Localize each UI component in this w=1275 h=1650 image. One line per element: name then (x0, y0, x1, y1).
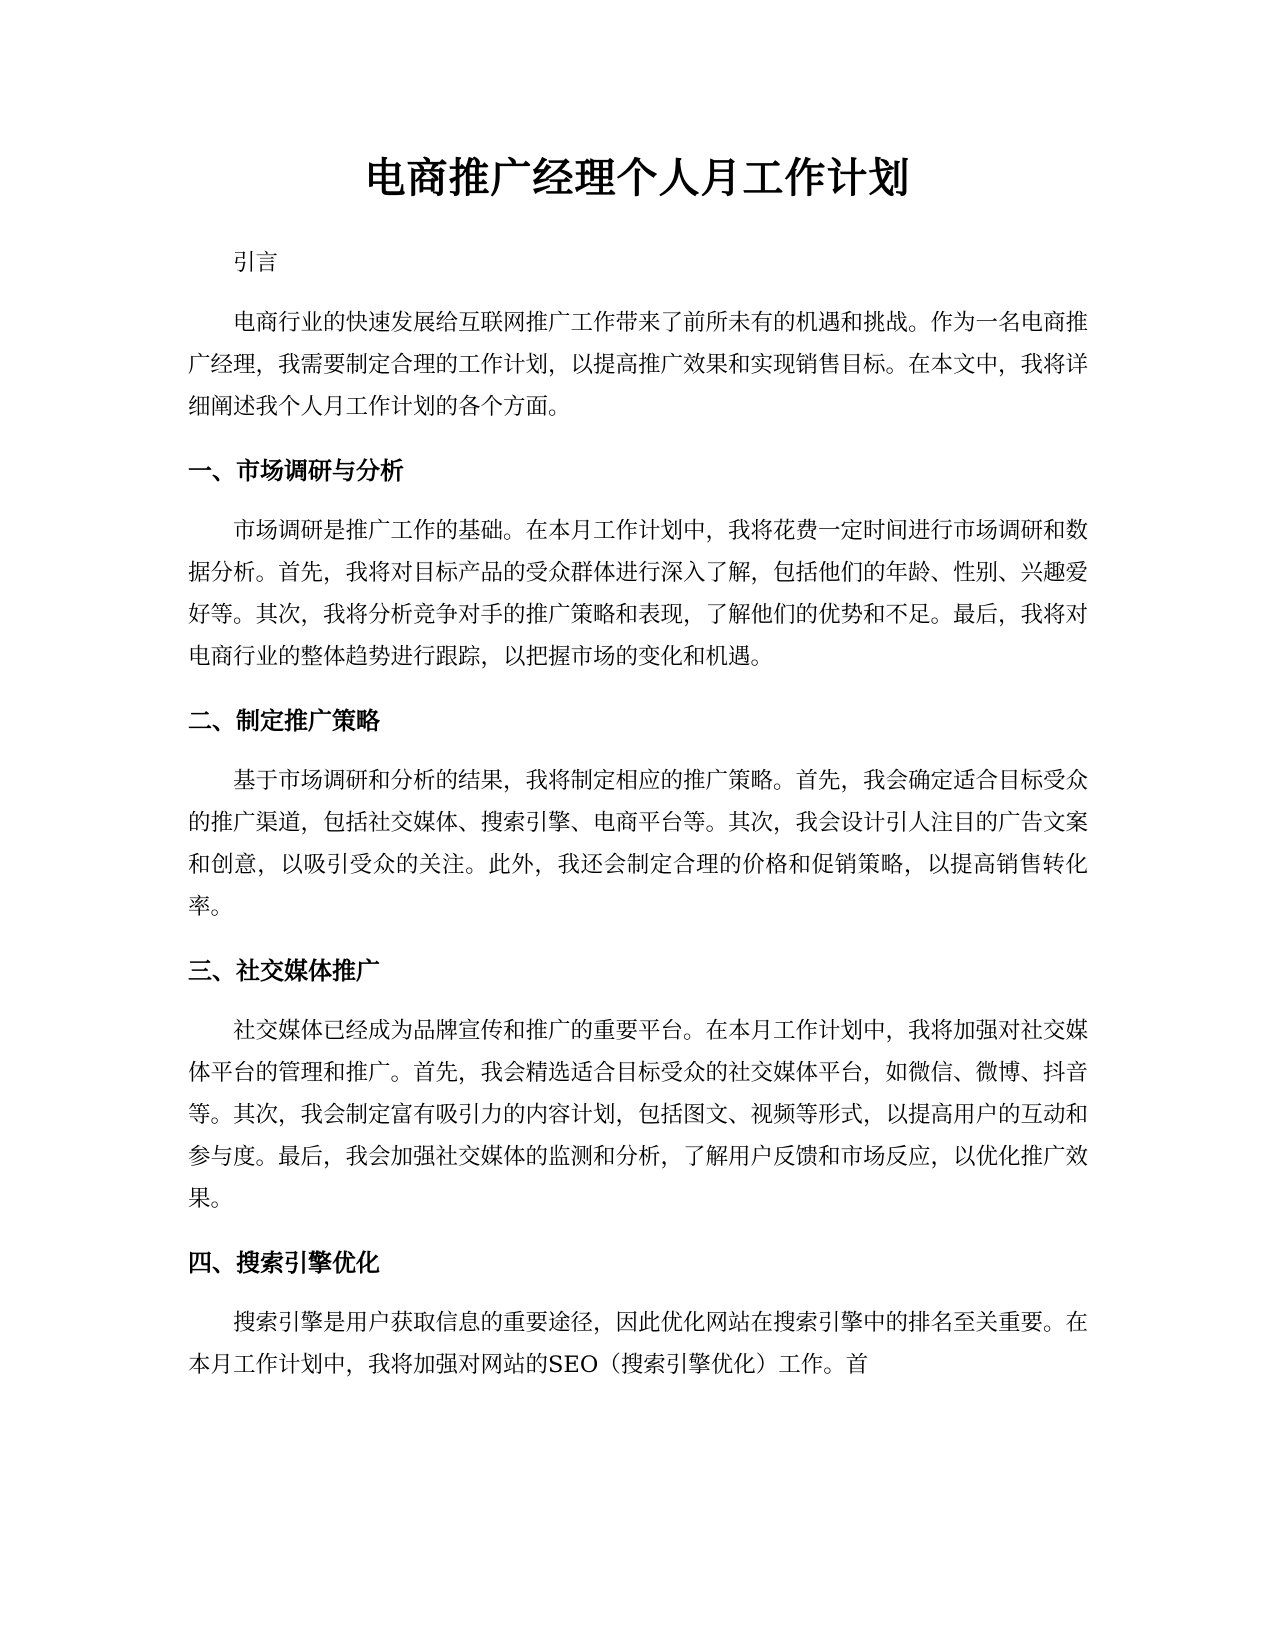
section-paragraph-market-research: 市场调研是推广工作的基础。在本月工作计划中，我将花费一定时间进行市场调研和数据分析。首先，我将对目标产品的受众群体进行深入了解，包括他们的年龄、性别、兴趣爱好等。其次，我将分析竞争对手的推广策略和表现，了解他们的优势和不足。最后，我将对电商行业的整体趋势进行跟踪，以把握市场的变化和机遇。 (188, 518, 1089, 670)
section-paragraph-promotion-strategy: 基于市场调研和分析的结果，我将制定相应的推广策略。首先，我会确定适合目标受众的推广渠道，包括社交媒体、搜索引擎、电商平台等。其次，我会设计引人注目的广告文案和创意，以吸引受众的关注。此外，我还会制定合理的价格和促销策略，以提高销售转化率。 (188, 768, 1089, 920)
intro-paragraph: 电商行业的快速发展给互联网推广工作带来了前所未有的机遇和挑战。作为一名电商推广经理，我需要制定合理的工作计划，以提高推广效果和实现销售目标。在本文中，我将详细阐述我个人月工作计划的各个方面。 (188, 310, 1089, 420)
document-body (188, 242, 1088, 1408)
section-paragraph-social-media: 社交媒体已经成为品牌宣传和推广的重要平台。在本月工作计划中，我将加强对社交媒体平台的管理和推广。首先，我会精选适合目标受众的社交媒体平台，如微信、微博、抖音等。其次，我会制定富有吸引力的内容计划，包括图文、视频等形式，以提高用户的互动和参与度。最后，我会加强社交媒体的监测和分析，了解用户反馈和市场反应，以优化推广效果。 (188, 1018, 1089, 1212)
section-heading-seo: 四、搜索引擎优化 (188, 1249, 380, 1277)
intro-label: 引言 (233, 250, 279, 276)
section-heading-social-media: 三、社交媒体推广 (188, 957, 380, 985)
document-title: 电商推广经理个人月工作计划 (364, 154, 911, 202)
section-heading-market-research: 一、市场调研与分析 (188, 457, 404, 485)
section-paragraph-seo: 搜索引擎是用户获取信息的重要途径，因此优化网站在搜索引擎中的排名至关重要。在本月工作计划中，我将加强对网站的SEO（搜索引擎优化）工作。首 (188, 1310, 1089, 1378)
section-heading-promotion-strategy: 二、制定推广策略 (188, 707, 380, 735)
